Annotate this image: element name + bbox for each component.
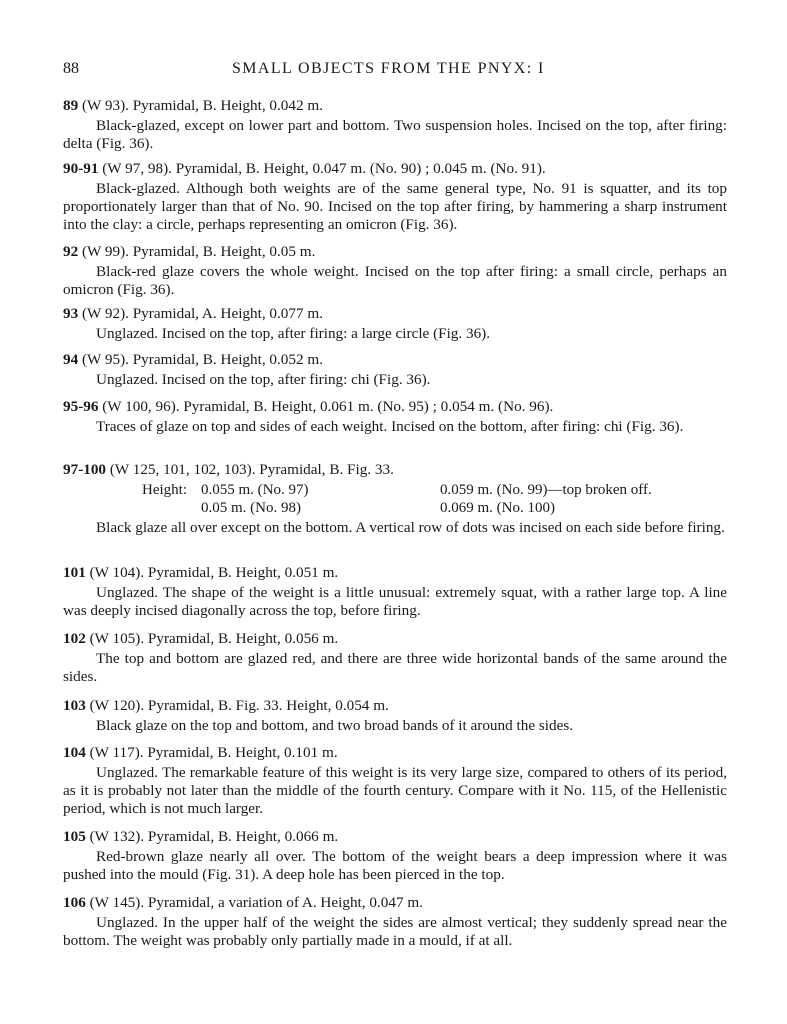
- entry-number: 106: [63, 894, 86, 911]
- entry-description: Unglazed. Incised on the top, after firing: a large circle (Fig. 36).: [96, 325, 491, 342]
- entry-number: 95-96: [63, 398, 99, 415]
- entry-description: Unglazed. The shape of the weight is a little unusual: extremely squat, with a rather large top. A line was deeply incised diagonally across the top, before firing.: [63, 584, 727, 619]
- entry-number: 90-91: [63, 160, 99, 177]
- height-no-97: 0.055 m. (No. 97): [201, 482, 309, 498]
- entry-head: (W 97, 98). Pyramidal, B. Height, 0.047 m. (No. 90) ; 0.045 m. (No. 91).: [98, 160, 546, 177]
- entry-description: Black glaze on the top and bottom, and two broad bands of it around the sides.: [96, 717, 574, 734]
- entry-105: [63, 827, 727, 884]
- entry-103: [63, 696, 727, 735]
- entry-head: (W 92). Pyramidal, A. Height, 0.077 m.: [78, 305, 323, 322]
- entry-number: 101: [63, 564, 86, 581]
- page-number: 88: [63, 60, 79, 77]
- entry-number: 102: [63, 630, 86, 647]
- entry-head: (W 132). Pyramidal, B. Height, 0.066 m.: [85, 828, 339, 845]
- running-title: SMALL OBJECTS FROM THE PNYX: I: [232, 60, 545, 77]
- entry-head: (W 104). Pyramidal, B. Height, 0.051 m.: [85, 564, 339, 581]
- entry-description: Black glaze all over except on the bottom. A vertical row of dots was incised on each side before firing.: [96, 519, 725, 536]
- entry-head: (W 93). Pyramidal, B. Height, 0.042 m.: [78, 97, 323, 114]
- entry-description: Traces of glaze on top and sides of each weight. Incised on the bottom, after firing: chi (Fig. 36).: [96, 418, 684, 435]
- entry-description: Red-brown glaze nearly all over. The bottom of the weight bears a deep impression where it was pushed into the mould (Fig. 31). A deep hole has been pierced in the top.: [63, 848, 727, 883]
- entry-head: (W 95). Pyramidal, B. Height, 0.052 m.: [78, 351, 323, 368]
- entry-102: [63, 629, 727, 686]
- entry-number: 104: [63, 744, 86, 761]
- entry-head: (W 145). Pyramidal, a variation of A. Height, 0.047 m.: [85, 894, 423, 911]
- entry-number: 94: [63, 351, 79, 368]
- entry-head: (W 100, 96). Pyramidal, B. Height, 0.061 m. (No. 95) ; 0.054 m. (No. 96).: [98, 398, 554, 415]
- entry-number: 92: [63, 243, 79, 260]
- entry-description: Black-glazed. Although both weights are of the same general type, No. 91 is squatter, and its top proportionately larger than that of No. 90. Incised on the top after firing, by hammering a sharp instrument into the clay: a circle, perhaps representing an omicron (Fig. 36).: [63, 180, 727, 233]
- entry-101: [63, 563, 727, 620]
- entry-94: [63, 350, 727, 389]
- entry-description: Black-glazed, except on lower part and bottom. Two suspension holes. Incised on the top, after firing: delta (Fig. 36).: [63, 117, 727, 152]
- entry-104: [63, 743, 727, 818]
- entry-number: 105: [63, 828, 86, 845]
- entry-90-91: [63, 159, 727, 234]
- entry-95-96: [63, 397, 727, 436]
- height-no-100: 0.069 m. (No. 100): [440, 500, 555, 516]
- entry-97-100: [63, 460, 727, 537]
- entry-description: Black-red glaze covers the whole weight. Incised on the top after firing: a small circle, perhaps an omicron (Fig. 36).: [63, 263, 727, 298]
- entry-number: 103: [63, 697, 86, 714]
- entry-description: Unglazed. In the upper half of the weight the sides are almost vertical; they suddenly spread near the bottom. The weight was probably only partially made in a mould, if at all.: [63, 914, 727, 949]
- entry-number: 89: [63, 97, 79, 114]
- entry-number: 93: [63, 305, 79, 322]
- entry-head: (W 120). Pyramidal, B. Fig. 33. Height, 0.054 m.: [85, 697, 389, 714]
- entry-description: The top and bottom are glazed red, and there are three wide horizontal bands of the same around the sides.: [63, 650, 727, 685]
- entry-89: [63, 96, 727, 153]
- entry-head: (W 125, 101, 102, 103). Pyramidal, B. Fig. 33.: [106, 461, 394, 478]
- entry-head: (W 117). Pyramidal, B. Height, 0.101 m.: [85, 744, 338, 761]
- entry-92: [63, 242, 727, 299]
- entry-description: Unglazed. Incised on the top, after firing: chi (Fig. 36).: [96, 371, 431, 388]
- heights-table: [63, 481, 727, 518]
- entry-number: 97-100: [63, 461, 107, 478]
- height-no-98: 0.05 m. (No. 98): [201, 500, 301, 516]
- entry-106: [63, 893, 727, 950]
- heights-label: Height:: [142, 482, 187, 498]
- entry-head: (W 105). Pyramidal, B. Height, 0.056 m.: [85, 630, 339, 647]
- entry-description: Unglazed. The remarkable feature of this weight is its very large size, compared to others of its period, as it is probably not later than the middle of the fourth century. Compare with it No. 115, of the Hellenistic period, which is not much larger.: [63, 764, 727, 817]
- height-no-99: 0.059 m. (No. 99)—top broken off.: [440, 482, 652, 498]
- entry-93: [63, 304, 727, 343]
- entry-head: (W 99). Pyramidal, B. Height, 0.05 m.: [78, 243, 316, 260]
